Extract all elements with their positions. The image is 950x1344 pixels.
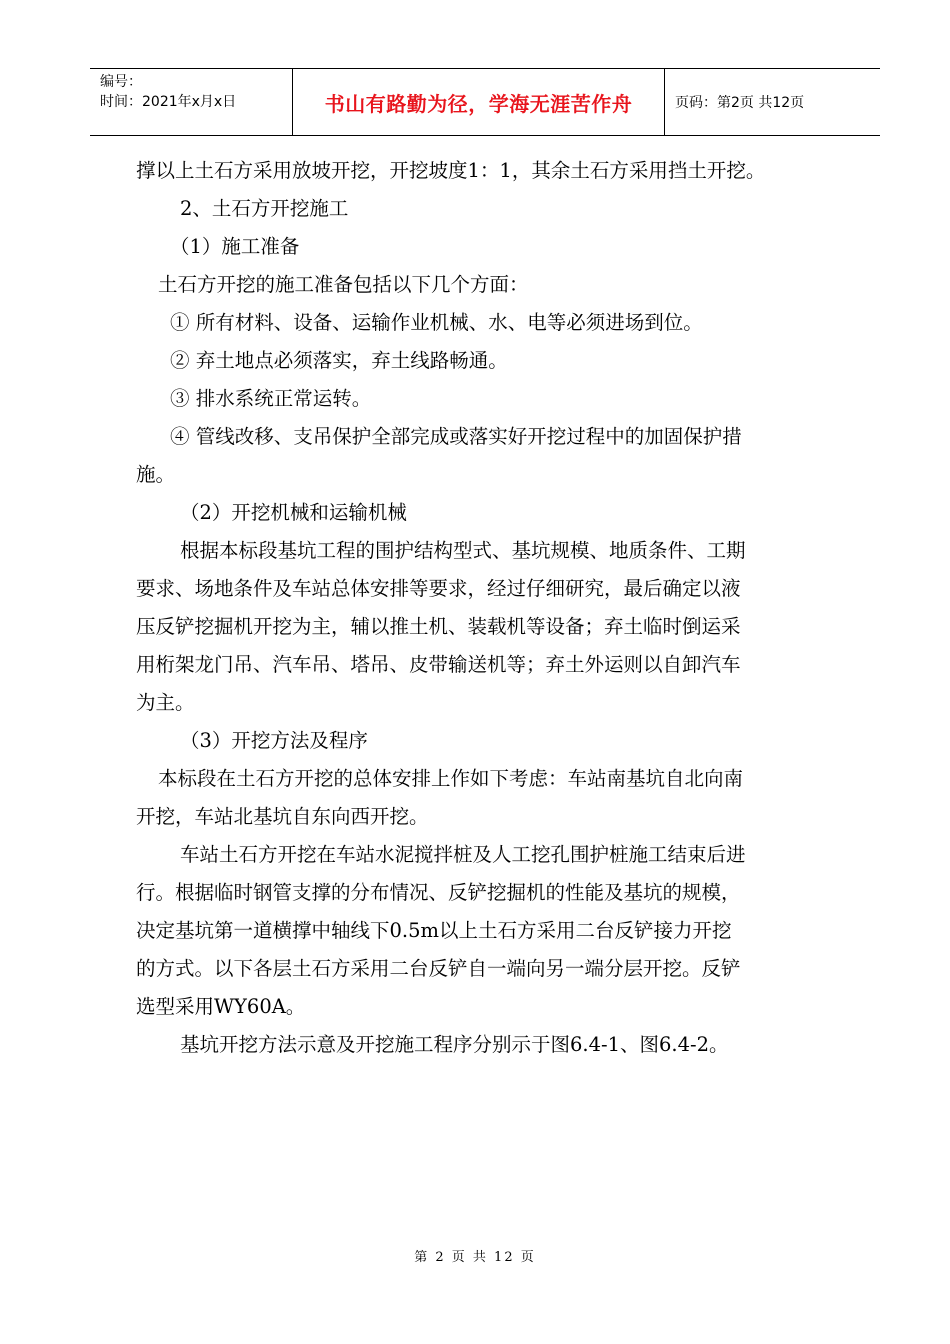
text-line: 的方式。以下各层土石方采用二台反铲自一端向另一端分层开挖。反铲 xyxy=(136,957,741,980)
text-line: 施。 xyxy=(136,463,176,486)
number-label: 编号： xyxy=(100,74,142,90)
subsection-heading: （2）开挖机械和运输机械 xyxy=(180,501,407,524)
list-item: ② 弃土地点必须落实，弃土线路畅通。 xyxy=(170,349,508,372)
list-item: ① 所有材料、设备、运输作业机械、水、电等必须进场到位。 xyxy=(170,311,703,334)
header-meta xyxy=(90,69,293,135)
motto-text: 书山有路勤为径，学海无涯苦作舟 xyxy=(324,91,633,116)
text-line: 车站土石方开挖在车站水泥搅拌桩及人工挖孔围护桩施工结束后进 xyxy=(180,843,746,866)
subsection-heading: （1）施工准备 xyxy=(170,235,300,258)
section-heading: 2、土石方开挖施工 xyxy=(180,197,349,220)
text-line: 为主。 xyxy=(136,691,195,714)
text-line: 用桁架龙门吊、汽车吊、塔吊、皮带输送机等；弃土外运则以自卸汽车 xyxy=(136,653,741,676)
text-line: 撑以上土石方采用放坡开挖，开挖坡度1：1，其余土石方采用挡土开挖。 xyxy=(136,159,766,182)
text-line: 开挖，车站北基坑自东向西开挖。 xyxy=(136,805,429,828)
document-body xyxy=(136,152,836,1064)
text-line: 选型采用WY60A。 xyxy=(136,995,306,1018)
list-item: ③ 排水系统正常运转。 xyxy=(170,387,372,410)
list-item: ④ 管线改移、支吊保护全部完成或落实好开挖过程中的加固保护措 xyxy=(170,425,742,448)
page-header xyxy=(90,68,880,136)
text-line: 决定基坑第一道横撑中轴线下0.5m以上土石方采用二台反铲接力开挖 xyxy=(136,919,732,942)
text-line: 土石方开挖的施工准备包括以下几个方面： xyxy=(158,273,529,296)
text-line: 本标段在土石方开挖的总体安排上作如下考虑：车站南基坑自北向南 xyxy=(158,767,744,790)
header-motto-cell xyxy=(293,69,665,135)
text-line: 压反铲挖掘机开挖为主，辅以推土机、装载机等设备；弃土临时倒运采 xyxy=(136,615,741,638)
header-page-info xyxy=(665,69,880,135)
text-line: 要求、场地条件及车站总体安排等要求，经过仔细研究，最后确定以液 xyxy=(136,577,741,600)
page-info-text: 页码：第2页 共12页 xyxy=(675,95,805,111)
text-line: 行。根据临时钢管支撑的分布情况、反铲挖掘机的性能及基坑的规模， xyxy=(136,881,741,904)
time-label: 时间：2021年x月x日 xyxy=(100,94,237,110)
text-line: 基坑开挖方法示意及开挖施工程序分别示于图6.4-1、图6.4-2。 xyxy=(180,1033,729,1056)
text-line: 根据本标段基坑工程的围护结构型式、基坑规模、地质条件、工期 xyxy=(180,539,746,562)
subsection-heading: （3）开挖方法及程序 xyxy=(180,729,368,752)
page-footer: 第 2 页 共 12 页 xyxy=(414,1250,536,1265)
